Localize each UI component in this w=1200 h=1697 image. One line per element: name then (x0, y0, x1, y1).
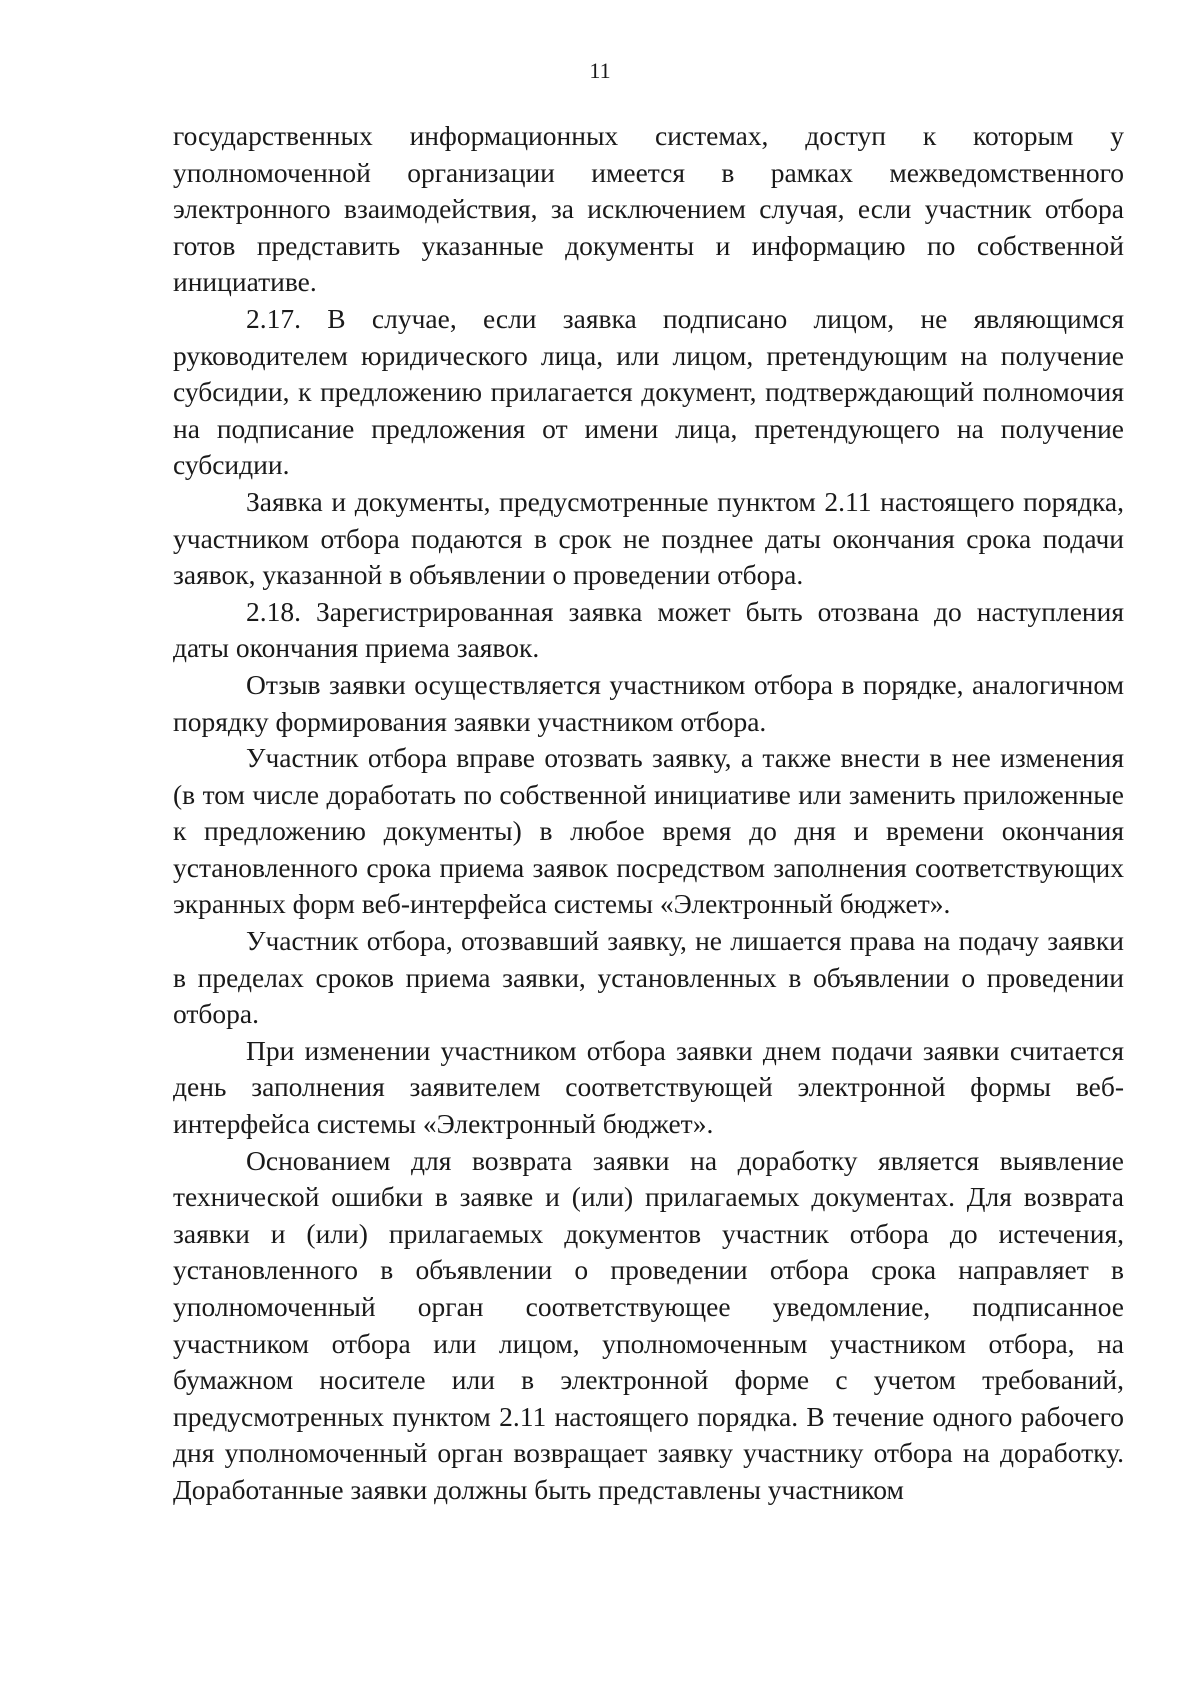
paragraph: Заявка и документы, предусмотренные пунктом 2.11 настоящего порядка, участником отбора подаются в срок не позднее даты окончания срока подачи заявок, указанной в объявлении о проведении отбора. (173, 485, 1124, 591)
paragraph: Участник отбора, отозвавший заявку, не лишается права на подачу заявки в пределах сроков приема заявки, установленных в объявлении о проведении отбора. (173, 925, 1124, 1030)
paragraph: При изменении участником отбора заявки днем подачи заявки считается день заполнения заявителем соответствующей электронной формы веб-интерфейса системы «Электронный бюджет». (173, 1034, 1124, 1140)
paragraph: государственных информационных системах, доступ к которым у уполномоченной организации имеется в рамках межведомственного электронного взаимодействия, за исключением случая, если участник отбора готов представить указанные документы и информацию по собственной инициативе. (173, 120, 1124, 298)
paragraph: Участник отбора вправе отозвать заявку, а также внести в нее изменения (в том числе доработать по собственной инициативе или заменить приложенные к предложению документы) в любое время до дня и времени окончания установленного срока приема заявок посредством заполнения соответствующих экранных форм веб-интерфейса системы «Электронный бюджет». (173, 742, 1124, 920)
document-body (173, 118, 1124, 1509)
paragraph: 2.17. В случае, если заявка подписано лицом, не являющимся руководителем юридического лица, или лицом, претендующим на получение субсидии, к предложению прилагается документ, подтверждающий полномочия на подписание предложения от имени лица, претендующего на получение субсидии. (173, 302, 1124, 481)
paragraph: Отзыв заявки осуществляется участником отбора в порядке, аналогичном порядку формирования заявки участником отбора. (173, 668, 1124, 737)
paragraph: 2.18. Зарегистрированная заявка может быть отозвана до наступления даты окончания приема заявок. (173, 595, 1124, 664)
page-number: 11 (589, 58, 611, 83)
paragraph: Основанием для возврата заявки на доработку является выявление технической ошибки в заявке и (или) прилагаемых документах. Для возврата заявки и (или) прилагаемых документов участник отбора до истечения, установленного в объявлении о проведении отбора срока направляет в уполномоченный орган соответствующее уведомление, подписанное участником отбора или лицом, уполномоченным участником отбора, на бумажном носителе или в электронной форме с учетом требований, предусмотренных пунктом 2.11 настоящего порядка. В течение одного рабочего дня уполномоченный орган возвращает заявку участнику отбора на доработку. Доработанные заявки должны быть представлены участником (173, 1144, 1124, 1505)
